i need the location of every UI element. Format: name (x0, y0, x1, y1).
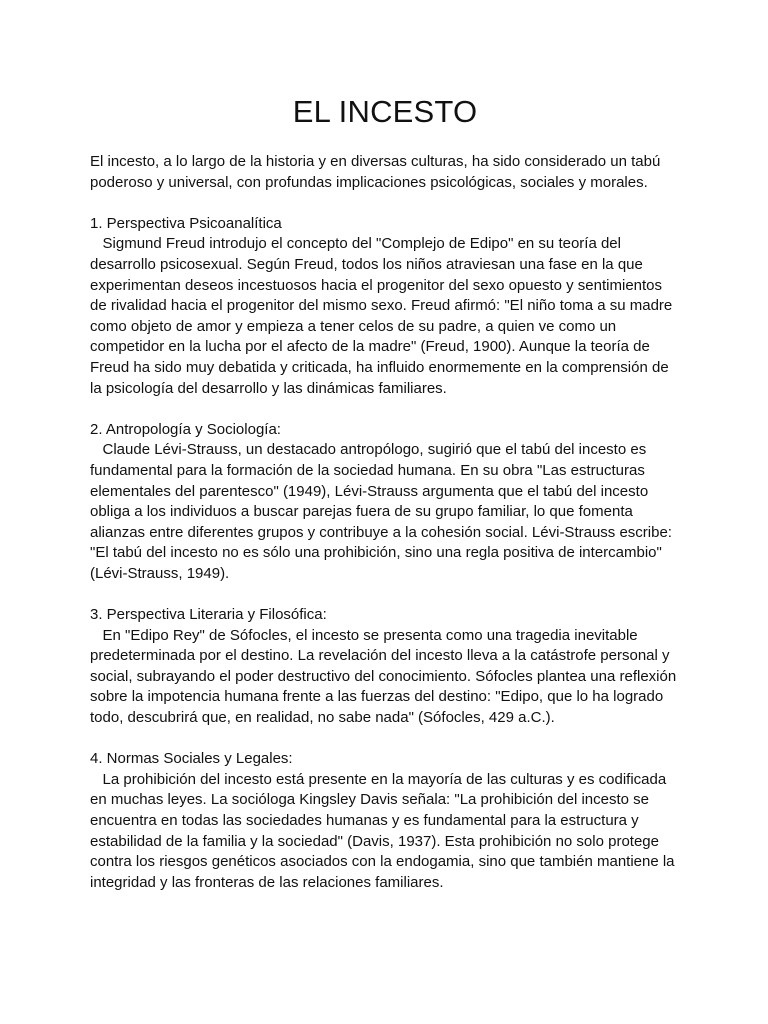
intro-paragraph: El incesto, a lo largo de la historia y en diversas culturas, ha sido considerado un tabú poderoso y universal, con profundas implicaciones psicológicas, sociales y morales. (90, 153, 661, 191)
section-anthropology (90, 420, 680, 585)
section-psychoanalytic (90, 214, 680, 399)
section-social-legal (90, 749, 680, 893)
section-heading: 1. Perspectiva Psicoanalítica (90, 214, 282, 232)
section-body: Claude Lévi-Strauss, un destacado antropólogo, sugirió que el tabú del incesto es fundamental para la formación de la sociedad humana. En su obra "Las estructuras elementales del parentesco" (1949), Lévi-Strauss argumenta que el tabú del incesto obliga a los individuos a buscar parejas fuera de su grupo familiar, lo que fomenta alianzas entre diferentes grupos y contribuye a la cohesión social. Lévi-Strauss escribe: "El tabú del incesto no es sólo una prohibición, sino una regla positiva de intercambio" (Lévi-Strauss, 1949). (90, 441, 677, 582)
section-literary (90, 605, 680, 729)
section-body: La prohibición del incesto está presente en la mayoría de las culturas y es codificada en muchas leyes. La socióloga Kingsley Davis señala: "La prohibición del incesto se encuentra en todas las sociedades humanas y es fundamental para la estructura y estabilidad de la familia y la sociedad" (Davis, 1937). Esta prohibición no solo protege contra los riesgos genéticos asociados con la endogamia, sino que también mantiene la integridad y las fronteras de las relaciones familiares. (90, 770, 679, 891)
section-heading: 2. Antropología y Sociología: (90, 420, 281, 438)
section-heading: 3. Perspectiva Literaria y Filosófica: (90, 606, 327, 624)
document-title: EL INCESTO (292, 94, 478, 129)
section-body: En "Edipo Rey" de Sófocles, el incesto se presenta como una tragedia inevitable predeterminada por el destino. La revelación del incesto lleva a la catástrofe personal y social, subrayando el poder destructivo del conocimiento. Sófocles plantea una reflexión sobre la impotencia humana frente a las fuerzas del destino: "Edipo, que lo ha logrado todo, descubrirá que, en realidad, no sabe nada" (Sófocles, 429 a.C.). (90, 626, 681, 727)
section-heading: 4. Normas Sociales y Legales: (90, 750, 293, 768)
section-body: Sigmund Freud introdujo el concepto del "Complejo de Edipo" en su teoría del desarrollo psicosexual. Según Freud, todos los niños atraviesan una fase en la que experimentan deseos incestuosos hacia el progenitor del sexo opuesto y sentimientos de rivalidad hacia el progenitor del mismo sexo. Freud afirmó: "El niño toma a su madre como objeto de amor y empieza a tener celos de su padre, a quien ve como un competidor en la lucha por el afecto de la madre" (Freud, 1900). Aunque la teoría de Freud ha sido muy debatida y criticada, ha influido enormemente en la comprensión de la psicología del desarrollo y las dinámicas familiares. (90, 235, 677, 397)
